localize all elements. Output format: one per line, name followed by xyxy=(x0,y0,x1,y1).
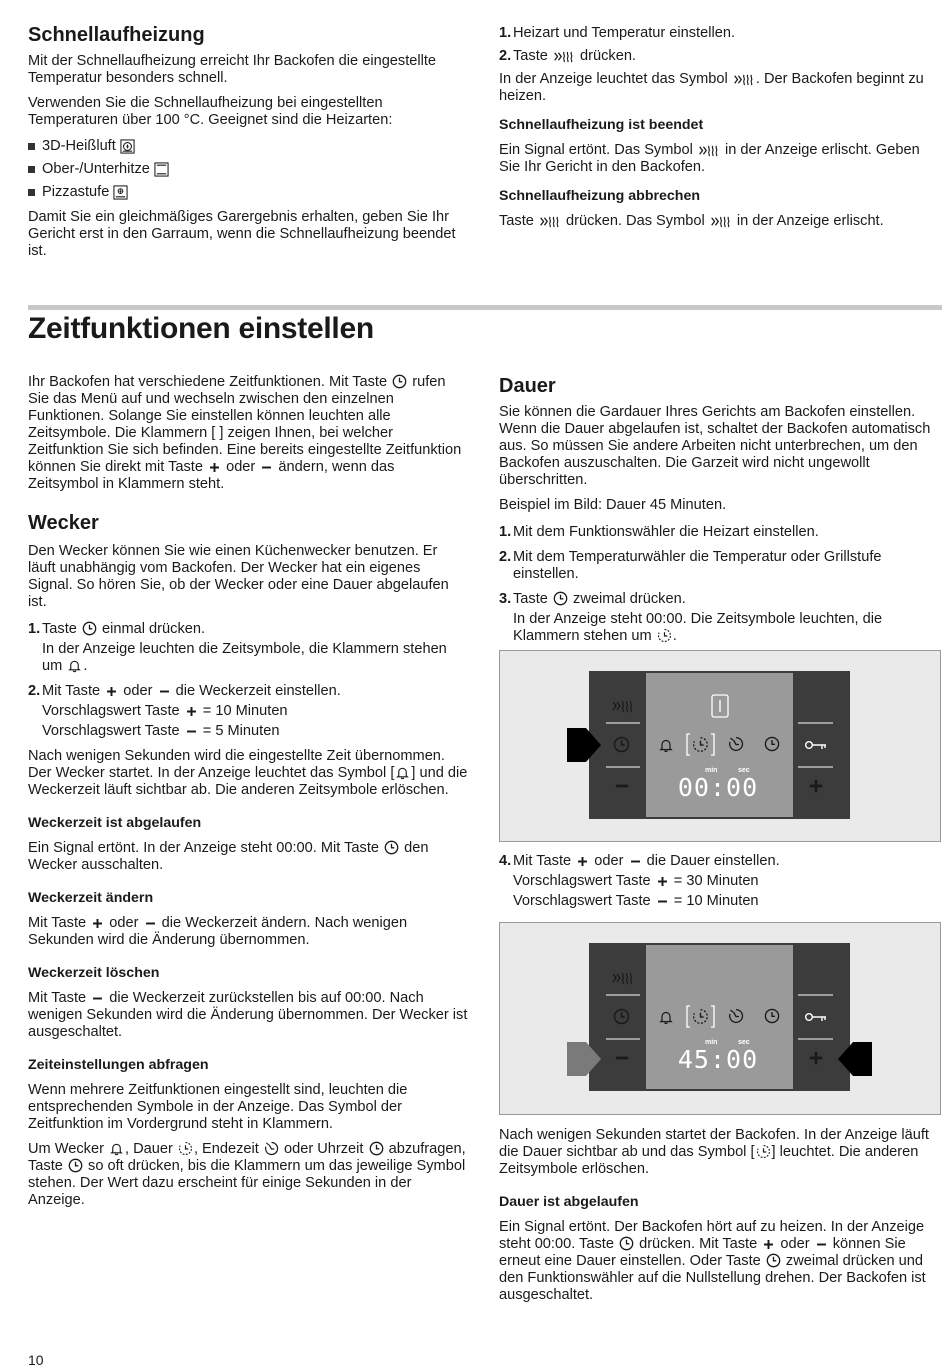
clock-icon xyxy=(392,374,407,389)
dauer-step-1: 1. Mit dem Funktionswähler die Heizart einstellen. xyxy=(499,524,819,540)
minus-icon xyxy=(144,917,157,930)
subheading: Schnellaufheizung ist beendet xyxy=(499,117,704,133)
minus-icon xyxy=(656,895,669,908)
paragraph: Taste drücken. Das Symbol in der Anzeige erlischt. xyxy=(499,213,884,229)
wecker-heading: Wecker xyxy=(28,512,99,534)
control-panel-figure-1 xyxy=(499,650,941,842)
intro-paragraph: Ihr Backofen hat verschiedene Zeitfunktionen. Mit Taste rufen Sie das Menü auf und wechseln zwischen den einzelnen Funktionen. Solange Sie einstellen können leuchten alle Zeitsymbole. Die Klammern [ ] zeigen Ihnen, bei welcher Zeitfunktion Sie sich befinden. Eine bereits eingestellte Zeitfunktion können Sie direkt mit Taste oder ändern, wenn das Zeitsymbol in Klammern steht. xyxy=(28,374,462,492)
minus-icon xyxy=(260,461,273,474)
plus-icon xyxy=(185,705,198,718)
subheading: Zeiteinstellungen abfragen xyxy=(28,1057,209,1073)
paragraph: Ein Signal ertönt. Der Backofen hört auf zu heizen. In der Anzeige steht 00:00. Taste drücken. Mit Taste oder können Sie erneut eine Dauer einstellen. Oder Taste zweimal drücken und den Funktionswähler auf die Nullstellung drehen. Der Backofen ist ausgeschaltet. xyxy=(499,1219,926,1303)
clock-icon xyxy=(619,1236,634,1251)
3d-hotair-icon xyxy=(120,139,135,154)
rapid-heat-icon xyxy=(710,215,732,228)
minus-icon xyxy=(629,855,642,868)
subheading: Weckerzeit ändern xyxy=(28,890,154,906)
paragraph: Nach wenigen Sekunden wird die eingestellte Zeit übernommen. Der Wecker startet. In der Anzeige leuchtet das Symbol [ ] und die Weckerzeit läuft sichtbar ab. Die anderen Zeitsymbole erlöschen. xyxy=(28,748,468,798)
step-detail: Vorschlagswert Taste = 10 Minuten xyxy=(42,703,288,719)
minus-icon xyxy=(815,1238,828,1251)
paragraph: Nach wenigen Sekunden startet der Backofen. In der Anzeige läuft die Dauer sichtbar ab und das Symbol [ ] leuchtet. Die anderen Zeitsymbole erlöschen. xyxy=(499,1127,929,1177)
plus-icon xyxy=(576,855,589,868)
subheading: Weckerzeit löschen xyxy=(28,965,160,981)
clock-icon xyxy=(766,1253,781,1268)
min-label: min xyxy=(705,1039,718,1046)
sec-label: sec xyxy=(738,1039,750,1046)
subheading: Schnellaufheizung abbrechen xyxy=(499,188,701,204)
minus-icon xyxy=(185,725,198,738)
rapid-heat-icon xyxy=(733,73,755,86)
page-number: 10 xyxy=(28,1352,44,1368)
plus-icon xyxy=(91,917,104,930)
step-detail: In der Anzeige steht 00:00. Die Zeitsymbole leuchten, die Klammern stehen um . xyxy=(513,611,883,644)
dauer-section xyxy=(499,374,943,645)
bell-icon xyxy=(67,658,82,673)
bullet-square xyxy=(28,143,35,150)
list-item xyxy=(28,184,468,201)
step-2: 2. Taste drücken. xyxy=(499,48,636,64)
display-time: 45:00 xyxy=(677,1045,759,1074)
page-title: Zeitfunktionen einstellen xyxy=(28,312,374,345)
bullet-square xyxy=(28,189,35,196)
paragraph: Ein Signal ertönt. In der Anzeige steht 00:00. Mit Taste den Wecker ausschalten. xyxy=(28,840,429,873)
wecker-step-1: 1. Taste einmal drücken. xyxy=(28,621,206,637)
subheading: Dauer ist abgelaufen xyxy=(499,1194,639,1210)
paragraph: Um Wecker , Dauer , Endezeit oder Uhrzeit abzufragen, Taste so oft drücken, bis die Klammern um das jeweilige Symbol stehen. Der Wert dazu erscheint für einige Sekunden in der Anzeige. xyxy=(28,1141,466,1208)
heizart-label: 3D-Heißluft xyxy=(42,138,116,154)
schnellaufheizung-heading: Schnellaufheizung xyxy=(28,24,205,46)
clock-icon xyxy=(553,591,568,606)
top-bottom-heat-icon xyxy=(154,162,169,177)
step-detail: Vorschlagswert Taste = 30 Minuten xyxy=(513,873,759,889)
list-item xyxy=(28,138,468,155)
plus-icon xyxy=(105,685,118,698)
step-detail: Vorschlagswert Taste = 10 Minuten xyxy=(513,893,759,909)
bullet-square xyxy=(28,166,35,173)
bell-icon xyxy=(395,765,410,780)
control-panel-svg xyxy=(500,651,940,841)
duration-icon xyxy=(178,1141,193,1156)
rapid-heat-icon xyxy=(553,50,575,63)
schnellaufheizung-section xyxy=(28,23,468,260)
minus-icon xyxy=(91,992,104,1005)
subheading: Weckerzeit ist abgelaufen xyxy=(28,815,202,831)
dauer-step-4: 4. Mit Taste oder die Dauer einstellen. xyxy=(499,853,780,869)
clock-icon xyxy=(369,1141,384,1156)
rapid-heat-icon xyxy=(539,215,561,228)
zeitfunktionen-left xyxy=(28,374,468,1209)
duration-icon xyxy=(756,1144,771,1159)
plus-icon xyxy=(208,461,221,474)
step-detail: Vorschlagswert Taste = 5 Minuten xyxy=(42,723,280,739)
clock-icon xyxy=(68,1158,83,1173)
paragraph: Sie können die Gardauer Ihres Gerichts am Backofen einstellen. Wenn die Dauer abgelaufen ist, schaltet der Backofen automatisch aus. So müssen Sie andere Arbeiten nicht unterbrechen, um den Backofen auszuschalten. Die Garzeit wird nicht ungewollt überschritten. xyxy=(499,404,931,488)
clock-icon xyxy=(384,840,399,855)
paragraph: Damit Sie ein gleichmäßiges Garergebnis erhalten, geben Sie Ihr Gericht erst in den Garraum, wenn die Schnellaufheizung beendet ist. xyxy=(28,209,456,259)
heizart-label: Ober-/Unterhitze xyxy=(42,161,150,177)
dauer-after-block xyxy=(499,1127,943,1304)
min-label: min xyxy=(705,767,718,774)
dauer-step-4-block xyxy=(499,853,943,910)
sec-label: sec xyxy=(738,767,750,774)
paragraph: Wenn mehrere Zeitfunktionen eingestellt sind, leuchten die entsprechenden Symbole in der Anzeige. Das Symbol der Zeitfunktion im Vordergrund steht in Klammern. xyxy=(28,1082,408,1132)
section-divider xyxy=(28,305,942,310)
clock-icon xyxy=(82,621,97,636)
control-panel-figure-2 xyxy=(499,922,941,1115)
duration-icon xyxy=(657,628,672,643)
schnellaufheizung-steps xyxy=(499,25,943,230)
end-time-icon xyxy=(264,1141,279,1156)
plus-icon xyxy=(656,875,669,888)
dauer-step-2: 2. Mit dem Temperaturwähler die Temperatur oder Grillstufe einstellen. xyxy=(499,549,882,582)
paragraph: Den Wecker können Sie wie einen Küchenwecker benutzen. Er läuft unabhängig vom Backofen. Der Wecker hat ein eigenes Signal. So hören Sie, ob der Wecker oder eine Dauer abgelaufen ist. xyxy=(28,543,449,610)
paragraph: Beispiel im Bild: Dauer 45 Minuten. xyxy=(499,497,727,513)
paragraph: Ein Signal ertönt. Das Symbol in der Anzeige erlischt. Geben Sie Ihr Gericht in den Backofen. xyxy=(499,142,920,175)
rapid-heat-icon xyxy=(698,144,720,157)
wecker-step-2: 2. Mit Taste oder die Weckerzeit einstellen. xyxy=(28,683,341,699)
control-panel-svg xyxy=(500,923,940,1114)
paragraph: Mit der Schnellaufheizung erreicht Ihr Backofen die eingestellte Temperatur besonders schnell. xyxy=(28,53,437,86)
paragraph: In der Anzeige leuchtet das Symbol . Der Backofen beginnt zu heizen. xyxy=(499,71,924,104)
pizza-setting-icon xyxy=(113,185,128,200)
dauer-step-3: 3. Taste zweimal drücken. xyxy=(499,591,686,607)
heizart-label: Pizzastufe xyxy=(42,184,110,200)
paragraph: Verwenden Sie die Schnellaufheizung bei eingestellten Temperaturen über 100 °C. Geeignet sind die Heizarten: xyxy=(28,95,393,128)
list-item xyxy=(28,161,468,178)
paragraph: Mit Taste oder die Weckerzeit ändern. Nach wenigen Sekunden wird die Änderung übernommen. xyxy=(28,915,408,948)
bell-icon xyxy=(109,1141,124,1156)
minus-icon xyxy=(158,685,171,698)
step-detail: In der Anzeige leuchten die Zeitsymbole, die Klammern stehen um . xyxy=(42,641,447,674)
paragraph: Mit Taste die Weckerzeit zurückstellen bis auf 00:00. Nach wenigen Sekunden wird die Änderung übernommen. Der Wecker ist ausgeschaltet. xyxy=(28,990,468,1040)
dauer-heading: Dauer xyxy=(499,375,556,397)
step-1: 1. Heizart und Temperatur einstellen. xyxy=(499,25,735,41)
plus-icon xyxy=(762,1238,775,1251)
display-time: 00:00 xyxy=(677,773,759,802)
